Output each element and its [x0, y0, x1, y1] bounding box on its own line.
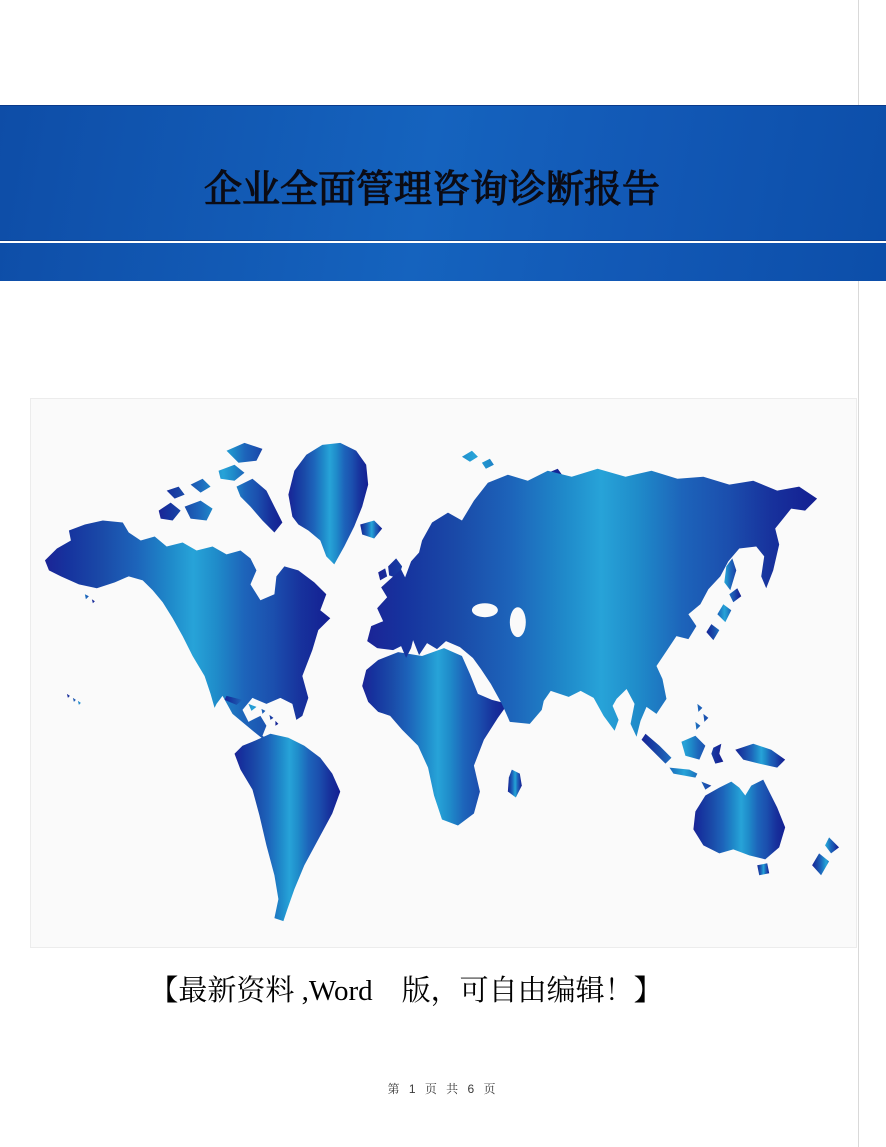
landmass-new-guinea [735, 744, 785, 768]
sea-black-sea [472, 603, 498, 617]
world-map-image [31, 399, 856, 947]
page-footer: 第 1 页 共 6 页 [387, 1082, 499, 1096]
landmass-hawaii [67, 594, 95, 705]
landmass-southeast-asia-islands [642, 704, 724, 790]
landmass-australia [693, 780, 785, 860]
edit-note: 【最新资料 ,Word 版，可自由编辑！】 [149, 975, 663, 1007]
landmass-greenland [288, 443, 368, 565]
landmass-madagascar [508, 770, 522, 798]
landmass-tasmania [757, 863, 769, 875]
landmass-iceland [360, 521, 382, 539]
sea-caspian-sea [510, 607, 526, 637]
landmass-arctic-islands [159, 443, 283, 533]
landmass-south-america [235, 734, 341, 921]
landmass-new-zealand [812, 837, 839, 875]
document-title: 企业全面管理咨询诊断报告 [203, 169, 660, 211]
banner-divider-line [0, 241, 886, 243]
title-banner [0, 105, 886, 281]
world-map-panel [30, 398, 857, 948]
landmass-north-america [45, 521, 330, 762]
